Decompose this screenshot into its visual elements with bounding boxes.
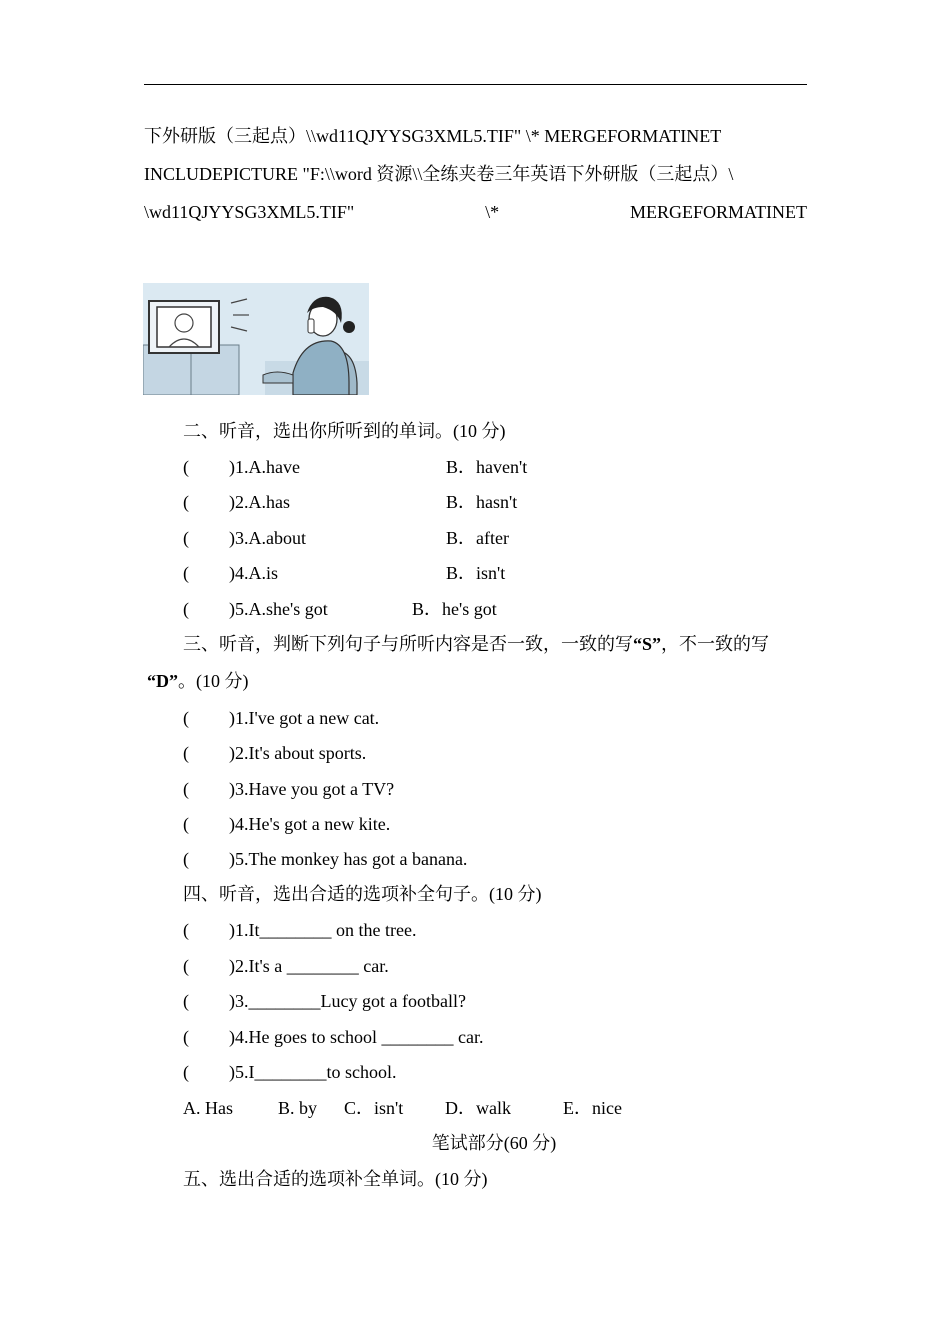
section3-title-text: 三、听音，判断下列句子与所听内容是否一致，一致的写“S”，不一致的写: [183, 634, 770, 654]
section3-item: ( )1.I've got a new cat.: [183, 708, 380, 728]
section3-item: ( )4.He's got a new kite.: [183, 814, 391, 834]
section4-title: 四、听音，选出合适的选项补全句子。(10 分): [183, 884, 542, 904]
fieldcode-line-1: 下外研版（三起点）\\wd11QJYYSG3XML5.TIF" \* MERGEFORMATINET: [144, 126, 722, 146]
fieldcode-line-3: [144, 200, 807, 224]
section5-title: 五、选出合适的选项补全单词。(10 分): [183, 1169, 488, 1189]
section3-title-cont: “D”。(10 分): [147, 671, 249, 691]
option-d: D．walk: [445, 1098, 511, 1118]
fieldcode-line-3-part: \wd11QJYYSG3XML5.TIF": [144, 202, 355, 222]
tv-girl-illustration: [143, 283, 369, 395]
section2-item: ( )2.A.has B．hasn't: [183, 492, 518, 512]
option-b: B．after: [446, 528, 509, 548]
section4-item: ( )4.He goes to school ________ car.: [183, 1027, 484, 1047]
fieldcode-line-3-part: MERGEFORMATINET: [629, 202, 807, 222]
section2-item: ( )1.A.have B．haven't: [183, 457, 528, 477]
header-rule: [144, 84, 807, 85]
section2-item: ( )5.A.she's got B．he's got: [183, 599, 497, 619]
section4-item: ( )1.It________ on the tree.: [183, 920, 417, 940]
option-e: E．nice: [563, 1098, 622, 1118]
written-part-heading: 笔试部分(60 分): [431, 1133, 557, 1153]
section3-title: [183, 632, 807, 656]
section2-item: ( )4.A.is B．isn't: [183, 563, 506, 583]
option-a: A. Has: [183, 1098, 233, 1118]
option-b: B. by: [278, 1098, 318, 1118]
fieldcode-line-3-part: \*: [485, 202, 500, 222]
option-b: B．hasn't: [446, 492, 518, 512]
option-b: B．haven't: [446, 457, 528, 477]
option-b: B．he's got: [412, 599, 497, 619]
section4-item: ( )5.I________to school.: [183, 1062, 397, 1082]
section4-item: ( )3.________Lucy got a football?: [183, 991, 466, 1011]
section3-item: ( )5.The monkey has got a banana.: [183, 849, 468, 869]
section2-title: 二、听音，选出你所听到的单词。(10 分): [183, 421, 506, 441]
section2-item: ( )3.A.about B．after: [183, 528, 509, 548]
section3-item: ( )3.Have you got a TV?: [183, 779, 395, 799]
option-b: B．isn't: [446, 563, 506, 583]
section4-item: ( )2.It's a ________ car.: [183, 956, 389, 976]
section3-item: ( )2.It's about sports.: [183, 743, 367, 763]
fieldcode-line-2: INCLUDEPICTURE "F:\\word 资源\\全练夹卷三年英语下外研版（三起点）\: [144, 164, 734, 184]
option-c: C．isn't: [344, 1098, 404, 1118]
